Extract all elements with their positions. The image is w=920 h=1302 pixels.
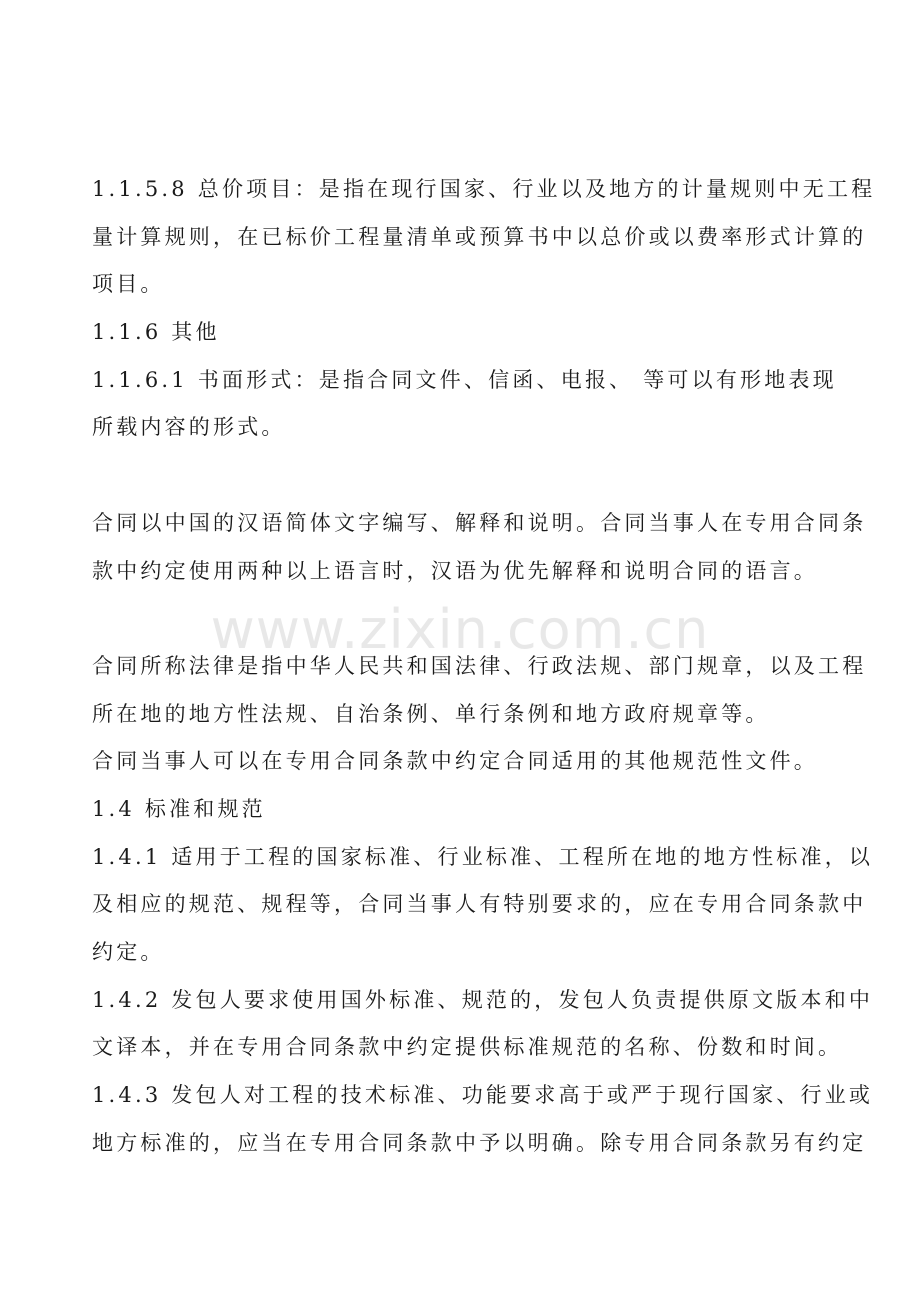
text-line: 及相应的规范、规程等，合同当事人有特别要求的，应在专用合同条款中 (92, 892, 867, 916)
text-line: 1.1.6.1 书面形式：是指合同文件、信函、电报、 等可以有形地表现 (92, 368, 837, 392)
text-line: 款中约定使用两种以上语言时，汉语为优先解释和说明合同的语言。 (92, 559, 818, 583)
text-line: 1.4.2 发包人要求使用国外标准、规范的，发包人负责提供原文版本和中 (92, 988, 874, 1012)
text-line: 1.1.5.8 总价项目：是指在现行国家、行业以及地方的计量规则中无工程 (92, 177, 876, 201)
text-line: 地方标准的，应当在专用合同条款中予以明确。除专用合同条款另有约定 (92, 1131, 867, 1155)
text-line: 项目。 (92, 272, 165, 296)
watermark: www.zixin.com.cn (210, 598, 710, 661)
text-line: 合同以中国的汉语简体文字编写、解释和说明。合同当事人在专用合同条 (92, 511, 867, 535)
text-line: 合同当事人可以在专用合同条款中约定合同适用的其他规范性文件。 (92, 749, 818, 773)
text-line: 文译本，并在专用合同条款中约定提供标准规范的名称、份数和时间。 (92, 1035, 843, 1059)
text-line: 量计算规则，在已标价工程量清单或预算书中以总价或以费率形式计算的 (92, 225, 867, 249)
section-heading: 1.4 标准和规范 (92, 797, 266, 821)
text-line: 1.4.1 适用于工程的国家标准、行业标准、工程所在地的地方性标准，以 (92, 845, 874, 869)
section-heading: 1.1.6 其他 (92, 320, 220, 344)
text-line: 合同所称法律是指中华人民共和国法律、行政法规、部门规章，以及工程 (92, 654, 867, 678)
text-line: 1.4.3 发包人对工程的技术标准、功能要求高于或严于现行国家、行业或 (92, 1083, 874, 1107)
text-line: 所在地的地方性法规、自治条例、单行条例和地方政府规章等。 (92, 702, 770, 726)
text-line: 约定。 (92, 940, 165, 964)
text-line: 所载内容的形式。 (92, 415, 286, 439)
